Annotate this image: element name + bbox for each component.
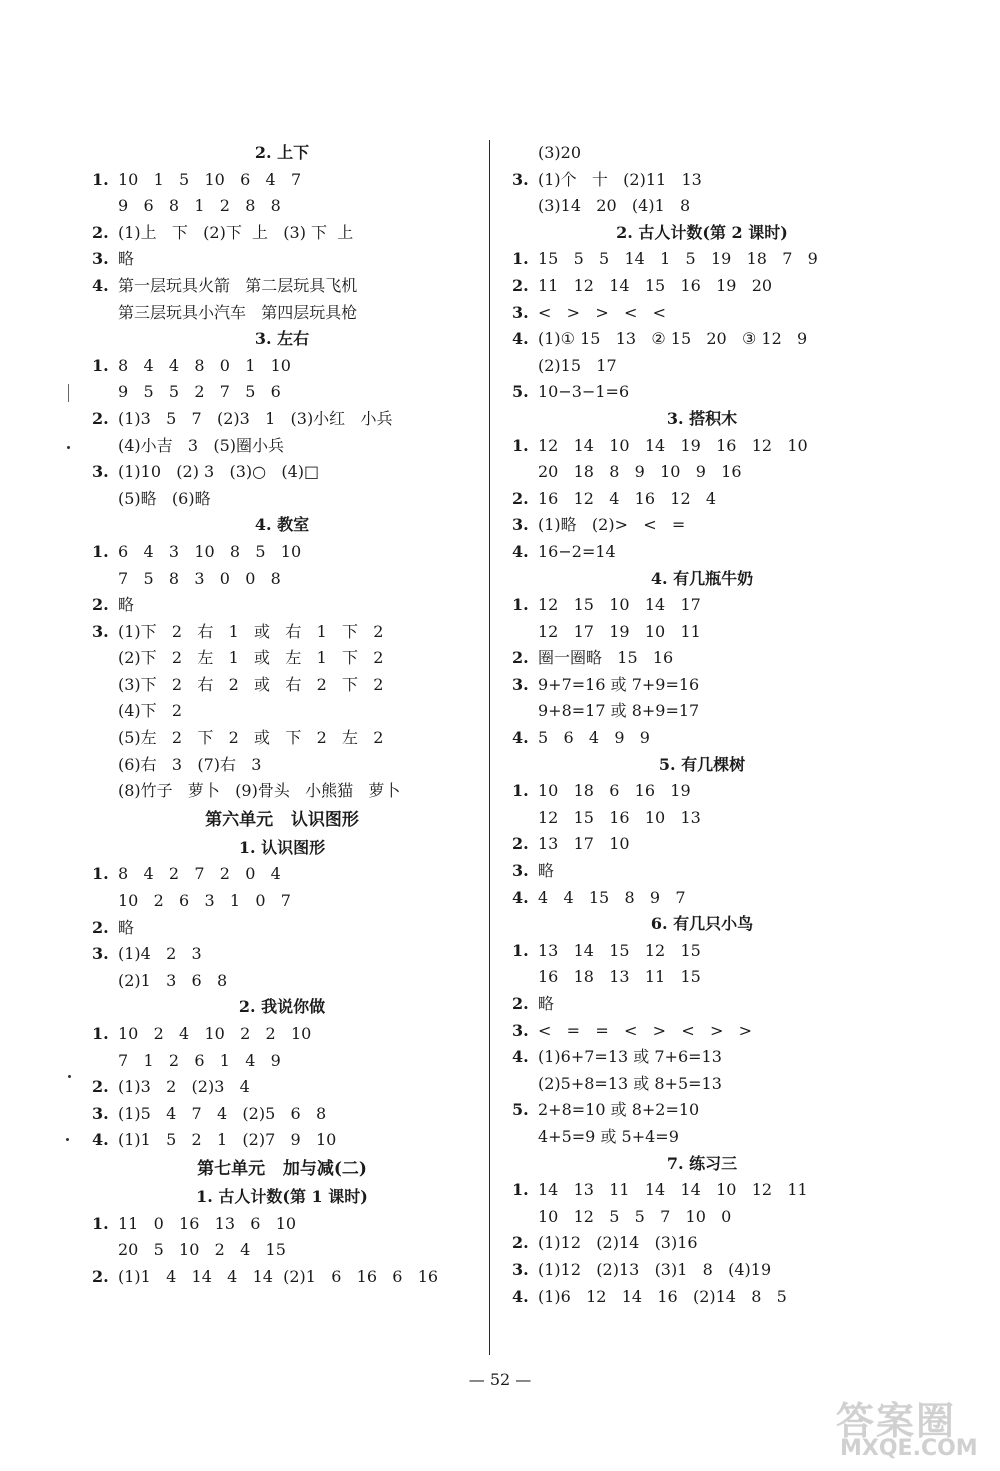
answer-line (512, 433, 892, 460)
question-number: 4. (512, 541, 529, 561)
question-number: 2. (512, 994, 529, 1013)
answer-continuation: (5)左 2 下 2 或 下 2 左 2 (118, 728, 384, 748)
answer-continuation: 16 18 13 11 15 (538, 967, 701, 987)
answer-continuation: 10 2 6 3 1 0 7 (118, 891, 291, 911)
answer-text: (1)6 12 14 16 (2)14 8 5 (538, 1286, 787, 1306)
left-answer-column (92, 140, 472, 1290)
question-number: 2. (92, 917, 109, 937)
question-number: 3. (512, 515, 529, 535)
answer-continuation: (3)下 2 右 2 或 右 2 下 2 (118, 674, 384, 694)
answer-text: (1)3 5 7 (2)3 1 (3)小红 小兵 (118, 408, 393, 428)
answer-line (512, 512, 892, 539)
answer-text: 6 4 3 10 8 5 10 (118, 541, 302, 561)
question-number: 2. (92, 1077, 109, 1097)
question-number: 4. (512, 1047, 529, 1067)
answer-continuation: 9+8=17 或 8+9=17 (538, 701, 700, 721)
answer-text: < = = < > < > > (538, 1020, 753, 1040)
answer-text: (1)12 (2)14 (3)16 (538, 1233, 698, 1253)
answer-continuation: 12 17 19 10 11 (538, 621, 701, 641)
question-number: 4. (512, 329, 529, 349)
question-number: 2. (512, 275, 529, 295)
watermark-main: 答案圈 (836, 1399, 957, 1443)
right-answer-column (512, 140, 892, 1310)
answer-continuation: (8)竹子 萝卜 (9)骨头 小熊猫 萝卜 (118, 781, 401, 801)
answer-text: (1)上 下 (2)下 上 (3) 下 上 (118, 222, 354, 242)
answer-line (512, 858, 892, 885)
question-number: 3. (92, 944, 109, 964)
answer-text: (1)个 十 (2)11 13 (538, 169, 702, 189)
question-number: 2. (92, 595, 109, 615)
answer-text: 略 (118, 249, 135, 269)
question-number: 2. (92, 408, 109, 428)
answer-continuation: (4)小吉 3 (5)圈小兵 (118, 435, 285, 455)
scan-speck (66, 1138, 69, 1141)
answer-text: 8 4 2 7 2 0 4 (118, 864, 281, 884)
scan-mark (68, 384, 69, 402)
question-number: 2. (92, 222, 109, 242)
answer-line (512, 326, 892, 353)
answer-continuation: 20 18 8 9 10 9 16 (538, 462, 742, 482)
answer-text: (1)12 (2)13 (3)1 8 (4)19 (538, 1259, 772, 1279)
question-number: 2. (512, 1233, 529, 1253)
question-number: 4. (512, 887, 529, 907)
answer-line (512, 885, 892, 912)
section-heading: 7. 练习三 (666, 1153, 738, 1173)
answer-line (92, 941, 472, 968)
answer-line (512, 486, 892, 513)
answer-line (92, 1021, 472, 1048)
answer-text: 10 1 5 10 6 4 7 (118, 169, 302, 189)
answer-text: 8 4 4 8 0 1 10 (118, 355, 291, 375)
answer-text: (1)3 2 (2)3 4 (118, 1077, 250, 1097)
answer-continuation: (3)14 20 (4)1 8 (538, 196, 691, 216)
answer-text: (1)略 (2)> < = (538, 515, 686, 535)
answer-text: 13 17 10 (538, 834, 630, 854)
question-number: 3. (512, 861, 529, 881)
answer-line (92, 459, 472, 486)
answer-text: 略 (118, 917, 135, 937)
answer-continuation: (5)略 (6)略 (118, 488, 211, 508)
question-number: 2. (92, 1266, 109, 1286)
watermark-logo (836, 1390, 996, 1468)
question-number: 1. (92, 169, 109, 189)
answer-line (512, 592, 892, 619)
watermark-sub: MXQE.COM (840, 1436, 978, 1461)
question-number: 3. (92, 621, 109, 641)
answer-line (92, 353, 472, 380)
answer-line (92, 246, 472, 273)
answer-text: < > > < < (538, 302, 667, 322)
section-heading: 4. 教室 (254, 515, 310, 535)
question-number: 3. (512, 302, 529, 322)
question-number: 1. (512, 1180, 529, 1200)
answer-text: 9+7=16 或 7+9=16 (538, 674, 700, 694)
section-heading: 1. 认识图形 (238, 837, 326, 857)
answer-text: (1)1 4 14 4 14 (2)1 6 16 6 16 (118, 1266, 439, 1286)
answer-text: 13 14 15 12 15 (538, 940, 701, 960)
answer-line (512, 1044, 892, 1071)
answer-line (92, 915, 472, 942)
answer-line (512, 725, 892, 752)
answer-text: 11 0 16 13 6 10 (118, 1213, 297, 1233)
scan-speck (67, 446, 70, 449)
answer-text: 圈一圈略 15 16 (538, 648, 674, 668)
answer-line (92, 167, 472, 194)
answer-text: 14 13 11 14 14 10 12 11 (538, 1180, 808, 1200)
section-heading: 2. 我说你做 (238, 997, 326, 1017)
answer-text: 15 5 5 14 1 5 19 18 7 9 (538, 249, 818, 269)
answer-line (92, 1127, 472, 1154)
answer-line (512, 1230, 892, 1257)
answer-line (92, 1074, 472, 1101)
answer-text: 第一层玩具火箭 第二层玩具飞机 (118, 275, 358, 295)
section-heading: 3. 搭积木 (666, 408, 738, 428)
answer-line (512, 1018, 892, 1045)
answer-continuation: (2)1 3 6 8 (118, 970, 228, 990)
question-number: 3. (512, 169, 529, 189)
answer-line (92, 539, 472, 566)
question-number: 3. (512, 1259, 529, 1279)
answer-line (512, 1284, 892, 1311)
answer-line (512, 1097, 892, 1124)
answer-continuation: (2)5+8=13 或 8+5=13 (538, 1073, 722, 1093)
column-divider (489, 140, 490, 1355)
question-number: 3. (92, 462, 109, 482)
answer-continuation: 4+5=9 或 5+4=9 (538, 1126, 679, 1146)
answer-text: 12 15 10 14 17 (538, 595, 701, 615)
answer-continuation: 9 6 8 1 2 8 8 (118, 196, 281, 216)
answer-continuation: 20 5 10 2 4 15 (118, 1240, 286, 1260)
question-number: 3. (92, 249, 109, 269)
section-heading: 2. 上下 (254, 143, 310, 162)
answer-continuation: (4)下 2 (118, 701, 183, 721)
section-heading: 6. 有几只小鸟 (650, 914, 754, 934)
question-number: 3. (92, 1103, 109, 1123)
answer-text: 略 (538, 861, 555, 881)
question-number: 2. (512, 648, 529, 668)
question-number: 1. (512, 595, 529, 615)
answer-line (92, 619, 472, 646)
answer-continuation: 9 5 5 2 7 5 6 (118, 382, 281, 402)
answer-line (512, 645, 892, 672)
answer-line (512, 246, 892, 273)
answer-line (512, 831, 892, 858)
section-heading: 2. 古人计数(第 2 课时) (616, 222, 788, 242)
answer-line (512, 1257, 892, 1284)
answer-text: (1)10 (2) 3 (3)○ (4)□ (118, 462, 320, 482)
answer-text: (1)下 2 右 1 或 右 1 下 2 (118, 621, 384, 641)
answer-text: 16−2=14 (538, 541, 616, 561)
section-heading: 5. 有几棵树 (658, 754, 746, 774)
answer-text: 16 12 4 16 12 4 (538, 488, 717, 508)
answer-text: 4 4 15 8 9 7 (538, 887, 686, 907)
answer-continuation: 10 12 5 5 7 10 0 (538, 1206, 732, 1226)
question-number: 1. (92, 355, 109, 375)
answer-line (92, 592, 472, 619)
answer-text: (1)5 4 7 4 (2)5 6 8 (118, 1103, 327, 1123)
answer-text: 10 18 6 16 19 (538, 781, 691, 801)
answer-text: 5 6 4 9 9 (538, 728, 650, 748)
question-number: 2. (512, 488, 529, 508)
answer-text: 10 2 4 10 2 2 10 (118, 1024, 312, 1043)
page-number: — 52 — (468, 1370, 532, 1389)
answer-continuation: 7 5 8 3 0 0 8 (118, 568, 281, 588)
answer-line (92, 273, 472, 300)
question-number: 5. (512, 1100, 529, 1120)
question-number: 1. (512, 249, 529, 269)
answer-line (512, 672, 892, 699)
question-number: 1. (512, 435, 529, 455)
answer-line (512, 167, 892, 194)
answer-text: (1)1 5 2 1 (2)7 9 10 (118, 1130, 337, 1150)
answer-text: 2+8=10 或 8+2=10 (538, 1100, 700, 1120)
answer-line (92, 861, 472, 888)
answer-line (512, 778, 892, 805)
question-number: 4. (92, 1130, 109, 1150)
question-number: 2. (512, 834, 529, 854)
answer-line (92, 220, 472, 247)
answer-text: (1)4 2 3 (118, 944, 202, 964)
answer-text: (1)6+7=13 或 7+6=13 (538, 1047, 722, 1067)
answer-line (92, 1211, 472, 1238)
answer-text: (1)① 15 13 ② 15 20 ③ 12 9 (538, 329, 808, 349)
unit-title: 第七单元 加与减(二) (197, 1158, 367, 1179)
answer-line (512, 273, 892, 300)
answer-text: 12 14 10 14 19 16 12 10 (538, 435, 808, 455)
question-number: 5. (512, 382, 529, 402)
answer-continuation: (6)右 3 (7)右 3 (118, 754, 262, 774)
answer-line (92, 406, 472, 433)
answer-line (512, 539, 892, 566)
question-number: 1. (92, 1213, 109, 1233)
question-number: 1. (92, 541, 109, 561)
answer-continuation: 12 15 16 10 13 (538, 807, 701, 827)
answer-text: 10−3−1=6 (538, 382, 630, 402)
answer-line (512, 991, 892, 1018)
question-number: 3. (512, 674, 529, 694)
answer-text: 略 (538, 994, 555, 1013)
answer-continuation: 7 1 2 6 1 4 9 (118, 1050, 281, 1070)
answer-line (512, 1177, 892, 1204)
answer-line (92, 1101, 472, 1128)
unit-title: 第六单元 认识图形 (205, 809, 359, 830)
question-number: 1. (92, 864, 109, 884)
answer-continuation: (2)15 17 (538, 355, 617, 375)
section-heading: 4. 有几瓶牛奶 (650, 568, 754, 588)
scan-speck (68, 1075, 71, 1078)
question-number: 1. (512, 940, 529, 960)
section-heading: 1. 古人计数(第 1 课时) (196, 1186, 368, 1206)
answer-continuation: 第三层玩具小汽车 第四层玩具枪 (118, 302, 358, 322)
answer-line (512, 379, 892, 406)
answer-continuation: (2)下 2 左 1 或 左 1 下 2 (118, 648, 384, 668)
question-number: 3. (512, 1020, 529, 1040)
question-number: 4. (512, 728, 529, 748)
answer-continuation: (3)20 (538, 143, 582, 162)
answer-text: 略 (118, 595, 135, 615)
answer-line (512, 938, 892, 965)
question-number: 4. (92, 275, 109, 295)
question-number: 1. (512, 781, 529, 801)
section-heading: 3. 左右 (254, 329, 310, 349)
answer-line (512, 300, 892, 327)
question-number: 4. (512, 1286, 529, 1306)
question-number: 1. (92, 1024, 109, 1043)
answer-line (92, 1264, 472, 1291)
answer-text: 11 12 14 15 16 19 20 (538, 275, 773, 295)
